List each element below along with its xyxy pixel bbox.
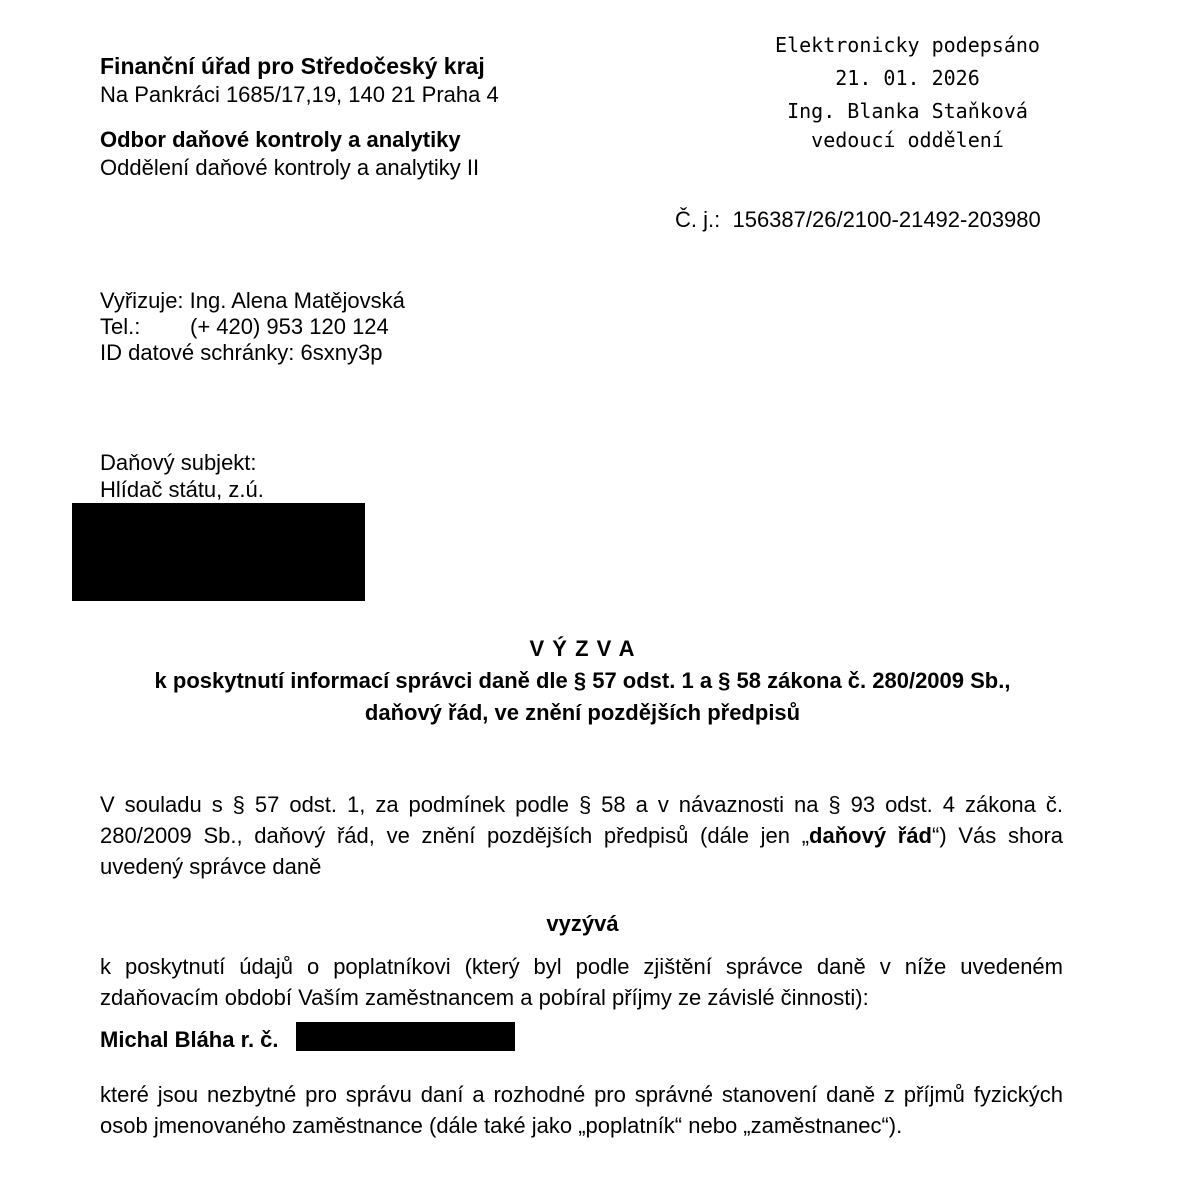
reference-number: [675, 207, 1041, 233]
department-name: Odbor daňové kontroly a analytiky: [100, 127, 461, 152]
signature-date: 21. 01. 2026: [835, 66, 980, 90]
phone-label: Tel.:: [100, 314, 141, 339]
taxpayer-name: Michal Bláha r. č.: [100, 1027, 279, 1052]
office-name: Finanční úřad pro Středočeský kraj: [100, 53, 485, 79]
intro-text-bold: daňový řád: [809, 823, 932, 848]
intro-text-start: V souladu s § 57 odst. 1, za podmínek podle § 58 a v návaznosti na § 93 odst. 4 zákona č. 280/2009 Sb., daňový řád, ve znění pozdějších předpisů (dále jen „: [100, 792, 1063, 848]
document-subtitle-line2: daňový řád, ve znění pozdějších předpisů: [364, 700, 801, 725]
recipient-label: Daňový subjekt:: [100, 450, 257, 475]
signature-line: Elektronicky podepsáno: [775, 33, 1040, 57]
reference-label: Č. j.:: [675, 207, 721, 232]
signature-name: Ing. Blanka Staňková: [787, 99, 1028, 123]
section-name: Oddělení daňové kontroly a analytiky II: [100, 155, 480, 180]
databox-id: ID datové schránky: 6sxny3p: [100, 340, 383, 365]
handled-by: Vyřizuje: Ing. Alena Matějovská: [100, 288, 405, 313]
office-address: Na Pankráci 1685/17,19, 140 21 Praha 4: [100, 82, 499, 107]
signature-stamp: [745, 29, 1070, 152]
document-subtitle-line1: k poskytnutí informací správci daně dle § 57 odst. 1 a § 58 zákona č. 280/2009 Sb.,: [154, 668, 1011, 693]
phone-value: (+ 420) 953 120 124: [190, 314, 389, 339]
request-paragraph: k poskytnutí údajů o poplatníkovi (který byl podle zjištění správce daně v níže uvedeném zdaňovacím období Vaším zaměstnancem a pobíral příjmy ze závislé činnosti):: [100, 954, 1063, 1010]
summons-verb: vyzývá: [546, 911, 619, 936]
reference-value: 156387/26/2100-21492-203980: [732, 207, 1041, 232]
recipient-name: Hlídač státu, z.ú.: [100, 477, 264, 502]
document-title: V Ý Z V A: [529, 636, 636, 661]
closing-paragraph: které jsou nezbytné pro správu daní a rozhodné pro správné stanovení daně z příjmů fyzických osob jmenovaného zaměstnance (dále také jako „poplatník“ nebo „zaměstnanec“).: [100, 1082, 1063, 1138]
phone-line: [100, 314, 389, 340]
intro-paragraph: [100, 789, 1063, 882]
redacted-address-block: [72, 503, 365, 601]
signature-role: vedoucí oddělení: [811, 128, 1004, 152]
intro-text-end: “) Vás shora uvedený správce daně: [100, 823, 1064, 879]
redacted-birth-number: [296, 1022, 515, 1051]
